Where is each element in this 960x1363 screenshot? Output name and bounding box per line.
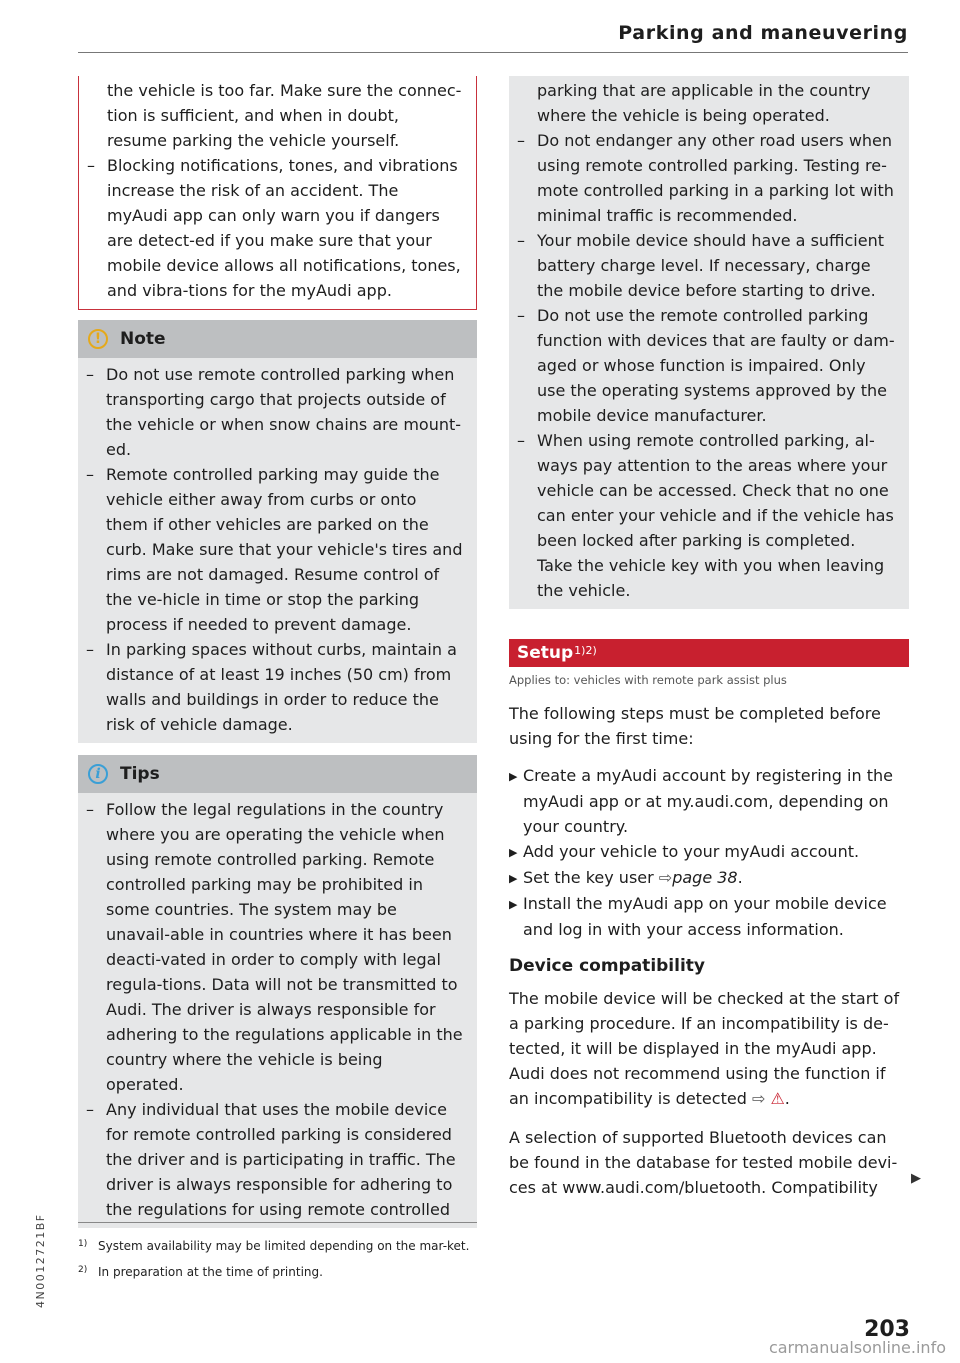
step-triangle-icon: ▶ xyxy=(509,770,518,783)
note-body xyxy=(78,358,477,743)
setup-steps xyxy=(509,763,909,942)
tips-title: Tips xyxy=(120,764,160,784)
note-title: Note xyxy=(120,329,166,349)
device-compatibility-heading: Device compatibility xyxy=(509,956,705,976)
tips-item: – Do not endanger any other road users when using remote controlled parking. Testing re-mote controlled parking in a parking lot with minimal traffic is recommended. xyxy=(517,131,894,225)
setup-footnote-refs: 1)2) xyxy=(574,643,597,657)
footnote: 1) System availability may be limited depending on the mar-ket. xyxy=(78,1239,470,1253)
footnote: 2) In preparation at the time of printing. xyxy=(78,1265,323,1279)
tips-header xyxy=(78,755,477,793)
setup-section-heading xyxy=(509,639,909,667)
watermark: carmanualsonline.info xyxy=(768,1338,946,1357)
exclamation-circle-icon: ! xyxy=(88,329,108,349)
setup-intro: The following steps must be completed before using for the first time: xyxy=(509,704,881,748)
tips-text: parking that are applicable in the country where the vehicle is being operated. xyxy=(537,81,871,125)
step-triangle-icon: ▶ xyxy=(509,846,518,859)
tips-body xyxy=(78,793,477,1228)
warning-item: – Blocking notifications, tones, and vibrations increase the risk of an accident. The myAudi app can only warn you if dangers are detect-ed if you make sure that your mobile device allows all notifications, tones, and vibra-tions for the myAudi app. xyxy=(87,156,461,300)
setup-title: Setup xyxy=(517,643,574,663)
setup-step: ▶ Install the myAudi app on your mobile device and log in with your access information. xyxy=(509,894,887,939)
note-box xyxy=(78,320,477,743)
left-column xyxy=(78,76,477,1228)
tips-box-continued xyxy=(509,76,909,609)
info-circle-icon: i xyxy=(88,764,108,784)
tips-item: – Any individual that uses the mobile device for remote controlled parking is considered the driver and is participating in traffic. The driver is always responsible for adhering to the regulations for using remote controlled xyxy=(86,1100,456,1219)
continued-arrow-icon: ▶ xyxy=(911,1171,921,1186)
tips-box xyxy=(78,755,477,1228)
setup-step: ▶ Add your vehicle to your myAudi account. xyxy=(509,839,909,865)
step-triangle-icon: ▶ xyxy=(509,898,518,911)
note-item: – In parking spaces without curbs, maintain a distance of at least 19 inches (50 cm) from walls and buildings in order to reduce the risk of vehicle damage. xyxy=(86,640,457,734)
tips-item: – When using remote controlled parking, al-ways pay attention to the areas where your vehicle can be accessed. Check that no one can enter your vehicle and if the vehicle has been locked after parking is completed. Take the vehicle key with you when leaving the vehicle. xyxy=(517,431,894,600)
right-column xyxy=(509,76,909,1200)
page-ref-link[interactable]: page 38 xyxy=(672,868,738,887)
step-triangle-icon: ▶ xyxy=(509,872,518,885)
footnote-rule xyxy=(78,1222,477,1223)
tips-item: – Do not use the remote controlled parking function with devices that are faulty or dam-aged or whose function is impaired. Only use the operating systems approved by the mobile device manufacturer. xyxy=(517,306,895,425)
header-rule xyxy=(78,52,908,53)
running-header-title: Parking and maneuvering xyxy=(618,22,908,44)
tips-item: – Follow the legal regulations in the country where you are operating the vehicle when using remote controlled parking. Remote controlled parking may be prohibited in some countries. The system may be unavail-able in countries where it has been deacti-vated in order to comply with legal regula-tions. Data will not be transmitted to Audi. The driver is always responsible for adhering to the regulations applicable in the country where the vehicle is being operated. xyxy=(86,800,463,1094)
note-header xyxy=(78,320,477,358)
page-number: 203 xyxy=(864,1317,910,1342)
tips-item: – Your mobile device should have a sufficient battery charge level. If necessary, charge the mobile device before starting to drive. xyxy=(517,231,885,300)
warning-triangle-icon[interactable]: ⚠ xyxy=(770,1089,785,1108)
page-ref-arrow-icon: ⇨ xyxy=(658,868,673,887)
setup-step: ▶ Set the key user ⇨page 38. xyxy=(509,865,909,891)
warning-box-continued xyxy=(78,76,477,310)
note-item: – Remote controlled parking may guide the vehicle either away from curbs or onto them if other vehicles are parked on the curb. Make sure that your vehicle's tires and rims are not damaged. Resume control of the ve-hicle in time or stop the parking process if needed to prevent damage. xyxy=(86,465,463,634)
document-code: 4N0012721BF xyxy=(34,1213,47,1308)
footnotes xyxy=(78,1234,477,1282)
warning-text: the vehicle is too far. Make sure the connec-tion is sufficient, and when in doubt, resume parking the vehicle yourself. xyxy=(107,81,462,150)
device-compatibility-para2: A selection of supported Bluetooth devices can be found in the database for tested mobile devi-ces at www.audi.com/bluetooth. Compatibility xyxy=(509,1128,898,1197)
applies-to-text: Applies to: vehicles with remote park assist plus xyxy=(509,673,787,687)
note-item: – Do not use remote controlled parking when transporting cargo that projects outside of the vehicle or when snow chains are mount-ed. xyxy=(86,365,462,459)
warning-ref-arrow-icon: ⇨ xyxy=(751,1089,766,1108)
setup-step: ▶ Create a myAudi account by registering in the myAudi app or at my.audi.com, depending on your country. xyxy=(509,766,893,836)
device-compatibility-para1: The mobile device will be checked at the start of a parking procedure. If an incompatibility is de-tected, it will be displayed in the myAudi app. Audi does not recommend using the function if an incompatibility is detected ⇨ ⚠. xyxy=(509,989,900,1108)
